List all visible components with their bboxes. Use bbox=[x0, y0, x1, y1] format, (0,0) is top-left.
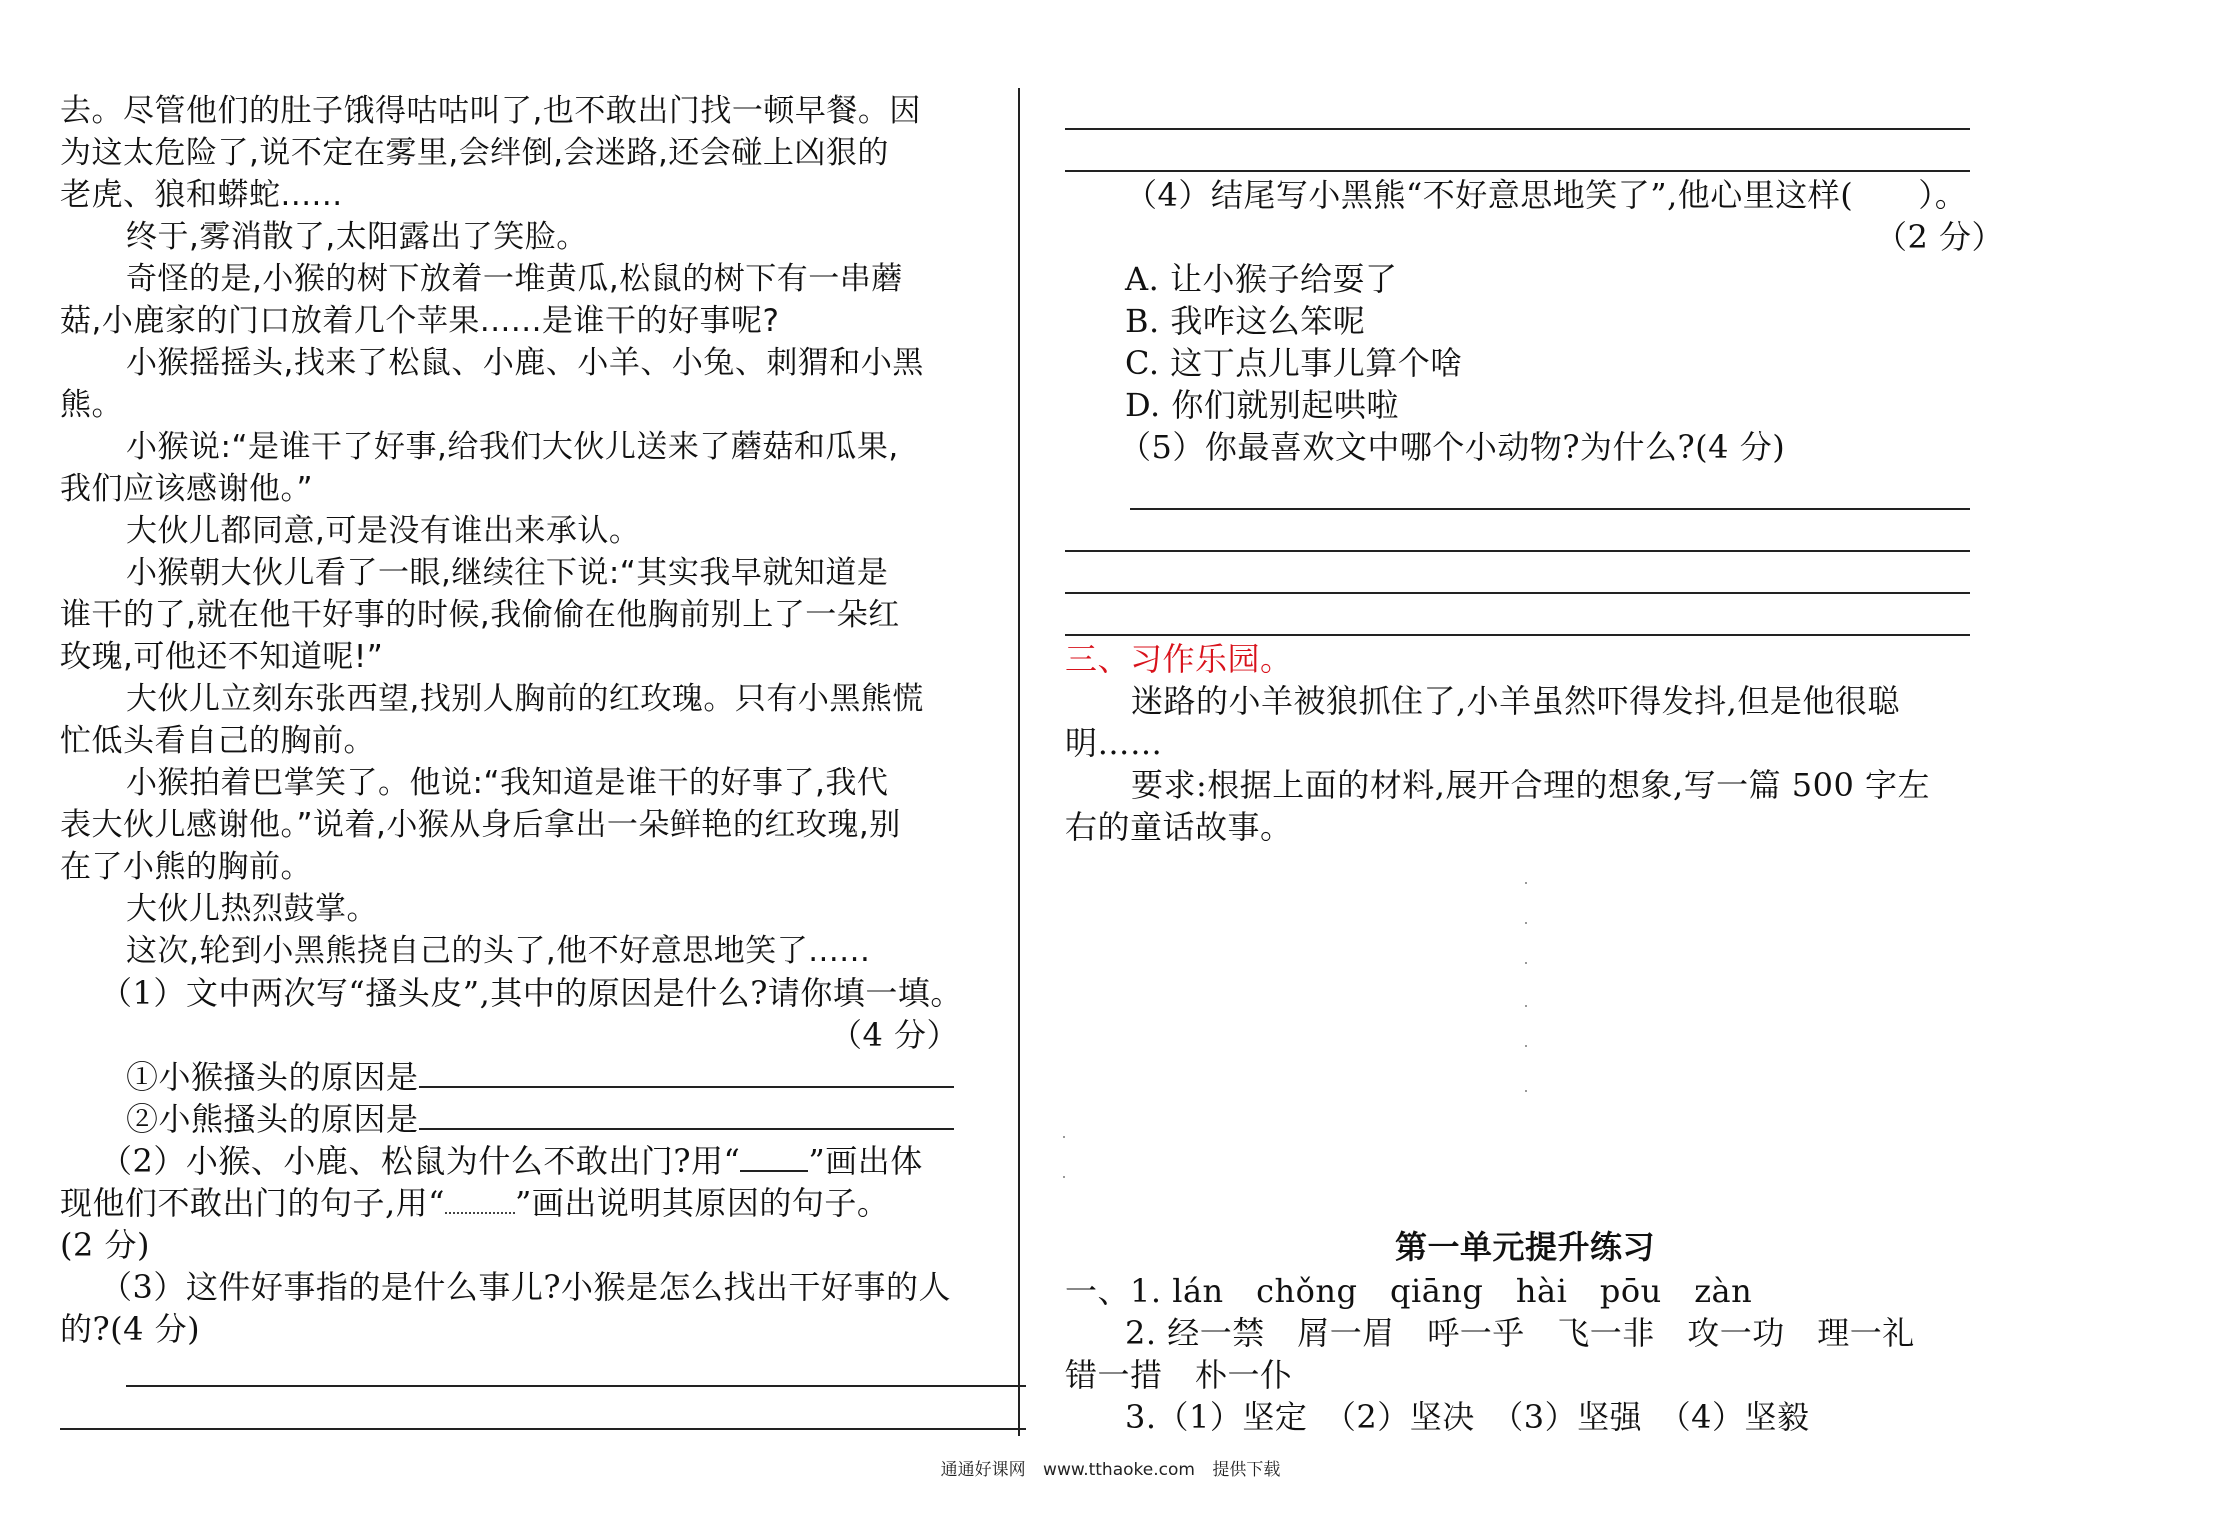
option-a[interactable]: A. 让小猴子给耍了 bbox=[1125, 260, 1398, 298]
answer-blank-1b[interactable] bbox=[419, 1098, 954, 1130]
question-1a-text: ①小猴搔头的原因是 bbox=[126, 1058, 419, 1096]
passage-line: 去。尽管他们的肚子饿得咕咕叫了,也不敢出门找一顿早餐。因 bbox=[60, 93, 921, 129]
passage-line: 菇,小鹿家的门口放着几个苹果......是谁干的好事呢? bbox=[60, 303, 780, 339]
scan-speck bbox=[1525, 962, 1527, 964]
answer-line[interactable] bbox=[1130, 508, 1970, 510]
question-1a-label bbox=[126, 1056, 954, 1098]
scan-speck bbox=[1525, 882, 1527, 884]
section-3-requirement: 右的童话故事。 bbox=[1065, 808, 1293, 846]
answer-line-3: 错一措 朴一仆 bbox=[1065, 1356, 1293, 1394]
passage-line: 小猴朝大伙儿看了一眼,继续往下说:“其实我早就知道是 bbox=[126, 555, 889, 591]
question-3-line1: （3）这件好事指的是什么事儿?小猴是怎么找出干好事的人 bbox=[100, 1268, 952, 1306]
passage-line: 玫瑰,可他还不知道呢!” bbox=[60, 639, 384, 675]
question-3-line2: 的?(4 分) bbox=[60, 1310, 201, 1348]
footer-url[interactable]: www.tthaoke.com bbox=[1043, 1460, 1195, 1480]
page-footer bbox=[0, 1455, 2221, 1480]
passage-line: 熊。 bbox=[60, 387, 123, 423]
section-3-text: 迷路的小羊被狼抓住了,小羊虽然吓得发抖,但是他很聪 bbox=[1131, 682, 1900, 720]
passage-line: 老虎、狼和蟒蛇...... bbox=[60, 177, 343, 213]
scan-speck bbox=[1063, 1136, 1065, 1138]
question-1b-label bbox=[126, 1098, 954, 1140]
question-1b-text: ②小熊搔头的原因是 bbox=[126, 1100, 419, 1138]
column-divider bbox=[1018, 88, 1020, 1436]
answer-blank-1a[interactable] bbox=[419, 1056, 954, 1088]
passage-line: 终于,雾消散了,太阳露出了笑脸。 bbox=[126, 219, 588, 255]
answer-line[interactable] bbox=[1065, 128, 1970, 130]
scan-speck bbox=[1525, 1090, 1527, 1092]
option-b[interactable]: B. 我咋这么笨呢 bbox=[1125, 302, 1366, 340]
answers-title: 第一单元提升练习 bbox=[1395, 1228, 1656, 1266]
wavy-underline-sample bbox=[445, 1182, 515, 1214]
passage-line: 我们应该感谢他。” bbox=[60, 471, 314, 507]
passage-line: 奇怪的是,小猴的树下放着一堆黄瓜,松鼠的树下有一串蘑 bbox=[126, 261, 903, 297]
answer-line[interactable] bbox=[60, 1428, 1026, 1430]
footer-note: 提供下载 bbox=[1212, 1460, 1281, 1480]
question-1: （1）文中两次写“搔头皮”,其中的原因是什么?请你填一填。 bbox=[100, 974, 963, 1012]
answer-line[interactable] bbox=[126, 1385, 1026, 1387]
question-4: （4）结尾写小黑熊“不好意思地笑了”,他心里这样( ）。 bbox=[1125, 176, 1968, 214]
passage-line: 为这太危险了,说不定在雾里,会绊倒,会迷路,还会碰上凶狠的 bbox=[60, 135, 889, 171]
answer-line[interactable] bbox=[1065, 634, 1970, 636]
straight-underline-sample bbox=[740, 1146, 808, 1172]
question-1-score: （4 分） bbox=[830, 1016, 960, 1054]
question-2-text-d: ”画出说明其原因的句子。 bbox=[515, 1184, 890, 1222]
question-2-line2 bbox=[60, 1182, 889, 1224]
section-3-requirement: 要求:根据上面的材料,展开合理的想象,写一篇 500 字左 bbox=[1131, 766, 1931, 804]
answer-line[interactable] bbox=[1065, 550, 1970, 552]
scan-speck bbox=[1525, 1045, 1527, 1047]
passage-line: 谁干的了,就在他干好事的时候,我偷偷在他胸前别上了一朵红 bbox=[60, 597, 900, 633]
scan-speck bbox=[1525, 1005, 1527, 1007]
footer-site-name: 通通好课网 bbox=[940, 1460, 1026, 1480]
scan-speck bbox=[1525, 922, 1527, 924]
answer-line-1: 一、1. lán chǒng qiāng hài pōu zàn bbox=[1065, 1272, 1753, 1310]
question-5: （5）你最喜欢文中哪个小动物?为什么?(4 分) bbox=[1119, 428, 1786, 466]
passage-line: 这次,轮到小黑熊挠自己的头了,他不好意思地笑了...... bbox=[126, 933, 871, 969]
question-2-text-c: 现他们不敢出门的句子,用“ bbox=[60, 1184, 446, 1222]
question-2-text-a: （2）小猴、小鹿、松鼠为什么不敢出门?用“ bbox=[100, 1142, 741, 1180]
answer-line[interactable] bbox=[1065, 170, 1970, 172]
answer-line-2: 2. 经一禁 屑一眉 呼一乎 飞一非 攻一功 理一礼 bbox=[1125, 1314, 1915, 1352]
passage-line: 大伙儿都同意,可是没有谁出来承认。 bbox=[126, 513, 641, 549]
question-2-text-b: ”画出体 bbox=[808, 1142, 923, 1180]
passage-line: 表大伙儿感谢他。”说着,小猴从身后拿出一朵鲜艳的红玫瑰,别 bbox=[60, 807, 901, 843]
passage-line: 忙低头看自己的胸前。 bbox=[60, 723, 375, 759]
passage-line: 小猴拍着巴掌笑了。他说:“我知道是谁干的好事了,我代 bbox=[126, 765, 889, 801]
question-2 bbox=[100, 1140, 923, 1182]
option-c[interactable]: C. 这丁点儿事儿算个啥 bbox=[1125, 344, 1463, 382]
option-d[interactable]: D. 你们就别起哄啦 bbox=[1125, 386, 1399, 424]
answer-line-4: 3.（1）坚定 （2）坚决 （3）坚强 （4）坚毅 bbox=[1125, 1398, 1810, 1436]
passage-line: 小猴摇摇头,找来了松鼠、小鹿、小羊、小兔、刺猬和小黑 bbox=[126, 345, 924, 381]
question-4-score: （2 分） bbox=[1875, 218, 2005, 256]
passage-line: 小猴说:“是谁干了好事,给我们大伙儿送来了蘑菇和瓜果, bbox=[126, 429, 899, 465]
passage-line: 在了小熊的胸前。 bbox=[60, 849, 312, 885]
answer-line[interactable] bbox=[1065, 592, 1970, 594]
question-2-score: (2 分) bbox=[60, 1226, 151, 1264]
passage-line: 大伙儿立刻东张西望,找别人胸前的红玫瑰。只有小黑熊慌 bbox=[126, 681, 924, 717]
scan-speck bbox=[1063, 1176, 1065, 1178]
section-3-title: 三、习作乐园。 bbox=[1065, 640, 1293, 678]
passage-line: 大伙儿热烈鼓掌。 bbox=[126, 891, 378, 927]
section-3-text: 明…… bbox=[1065, 724, 1163, 762]
